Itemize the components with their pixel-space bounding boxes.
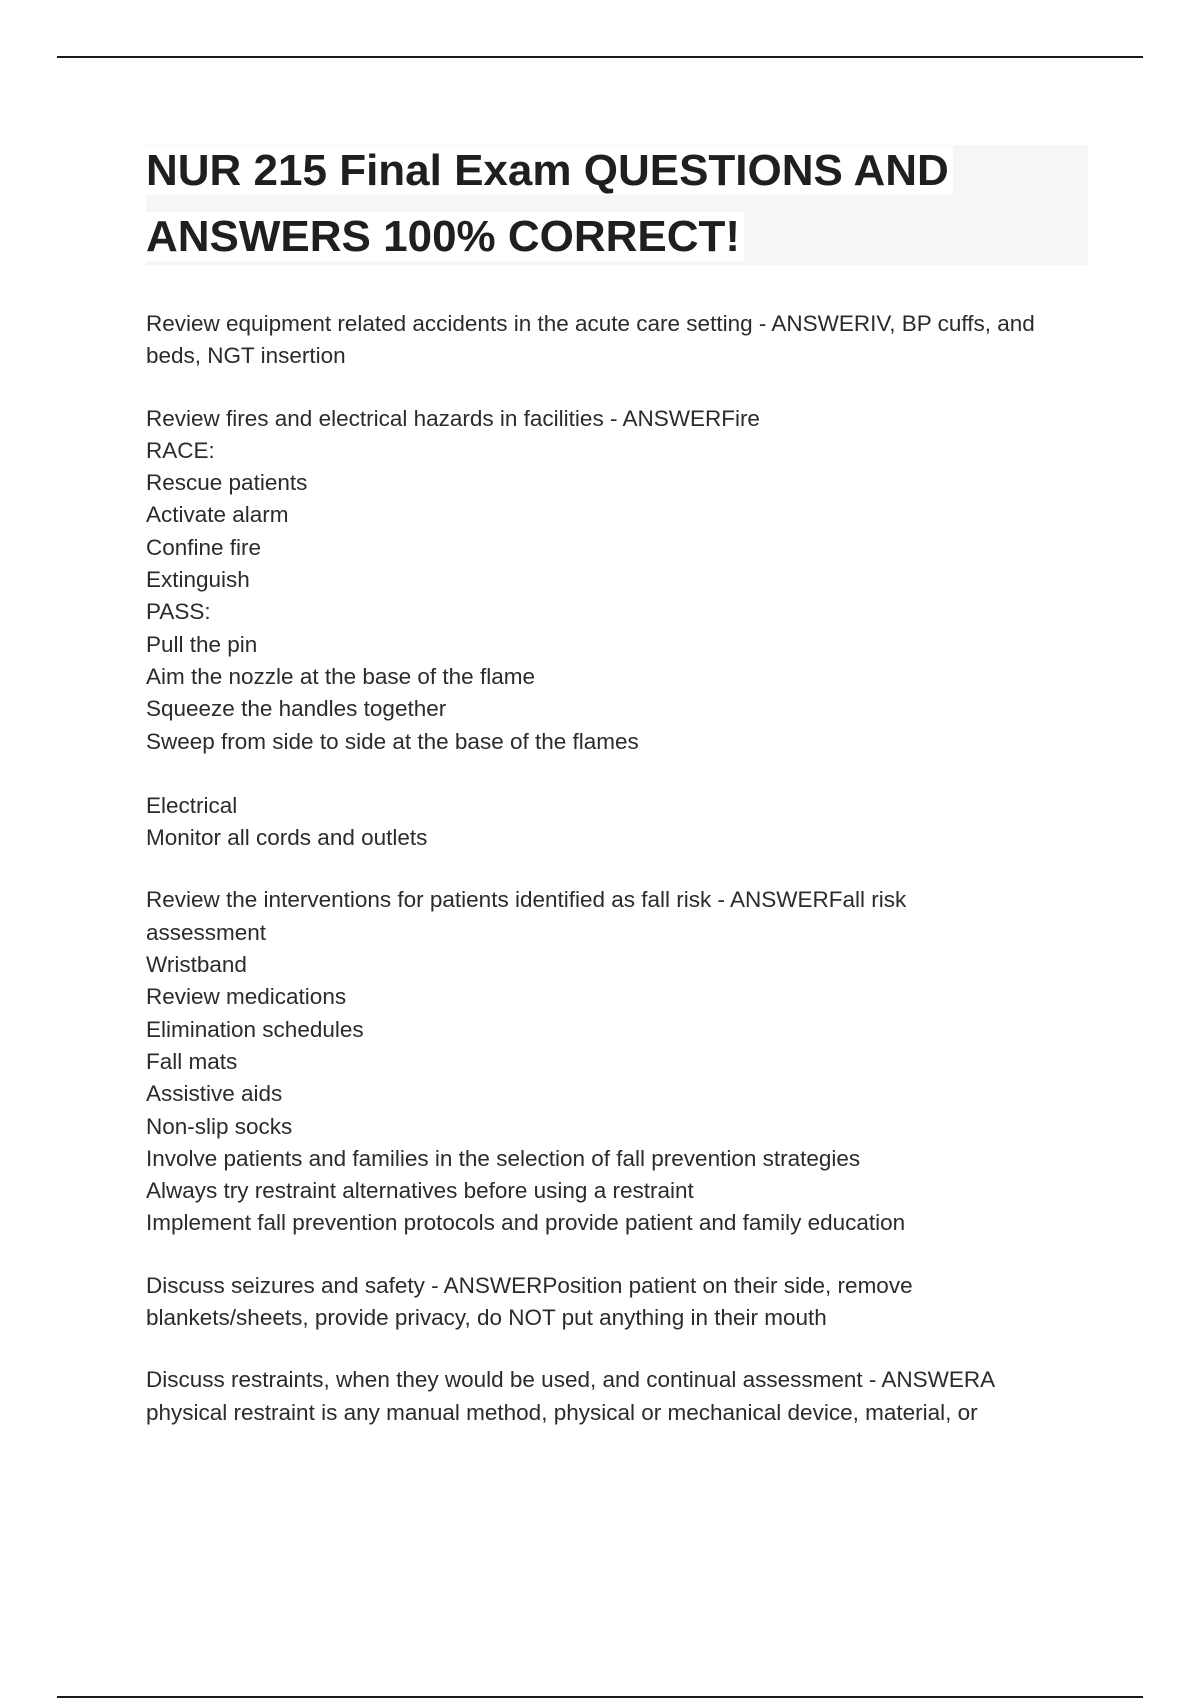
qa-line: Confine fire (146, 534, 262, 560)
qa-line: Non-slip socks (146, 1113, 293, 1139)
page-title (146, 138, 1106, 270)
qa-line: Extinguish (146, 567, 250, 593)
qa-line: Assistive aids (146, 1081, 283, 1107)
qa-line: Aim the nozzle at the base of the flame (146, 663, 535, 689)
qa-line: physical restraint is any manual method, physical or mechanical device, material, or (146, 1399, 978, 1425)
qa-line: Fall mats (146, 1048, 238, 1074)
qa-fires-electrical (146, 403, 1096, 855)
title-line-2: ANSWERS 100% CORRECT! (146, 212, 744, 261)
qa-line: Implement fall prevention protocols and provide patient and family education (146, 1210, 906, 1236)
qa-line: Wristband (146, 952, 247, 978)
qa-line: Discuss restraints, when they would be used, and continual assessment - ANSWERA (146, 1367, 996, 1393)
qa-line: Squeeze the handles together (146, 696, 447, 722)
qa-fall-risk (146, 884, 1096, 1239)
qa-line: Always try restraint alternatives before using a restraint (146, 1178, 694, 1204)
qa-line: Review the interventions for patients identified as fall risk - ANSWERFall risk (146, 887, 907, 913)
qa-line: RACE: (146, 437, 215, 463)
qa-line: PASS: (146, 599, 211, 625)
title-line-1: NUR 215 Final Exam QUESTIONS AND (146, 146, 953, 195)
bottom-rule (57, 1696, 1143, 1698)
qa-line: Rescue patients (146, 470, 308, 496)
qa-line: Review medications (146, 984, 347, 1010)
qa-line: Electrical (146, 792, 238, 818)
qa-line: Elimination schedules (146, 1016, 364, 1042)
qa-line: blankets/sheets, provide privacy, do NOT put anything in their mouth (146, 1305, 827, 1331)
document-body (146, 308, 1096, 1459)
qa-line: Monitor all cords and outlets (146, 825, 428, 851)
qa-line: Discuss seizures and safety - ANSWERPosition patient on their side, remove (146, 1272, 913, 1298)
qa-equipment-accidents (146, 308, 1096, 373)
qa-line: Review fires and electrical hazards in facilities - ANSWERFire (146, 405, 760, 431)
qa-line: Activate alarm (146, 502, 289, 528)
qa-line: Sweep from side to side at the base of the flames (146, 728, 639, 754)
qa-line: assessment (146, 919, 267, 945)
qa-text: Review equipment related accidents in the acute care setting - ANSWERIV, BP cuffs, and beds, NGT insertion (146, 311, 1035, 369)
top-rule (57, 56, 1143, 58)
qa-line: Involve patients and families in the selection of fall prevention strategies (146, 1145, 861, 1171)
qa-restraints (146, 1364, 1096, 1429)
qa-line: Pull the pin (146, 631, 258, 657)
qa-seizures (146, 1270, 1096, 1335)
paragraph-gap (146, 758, 1096, 790)
